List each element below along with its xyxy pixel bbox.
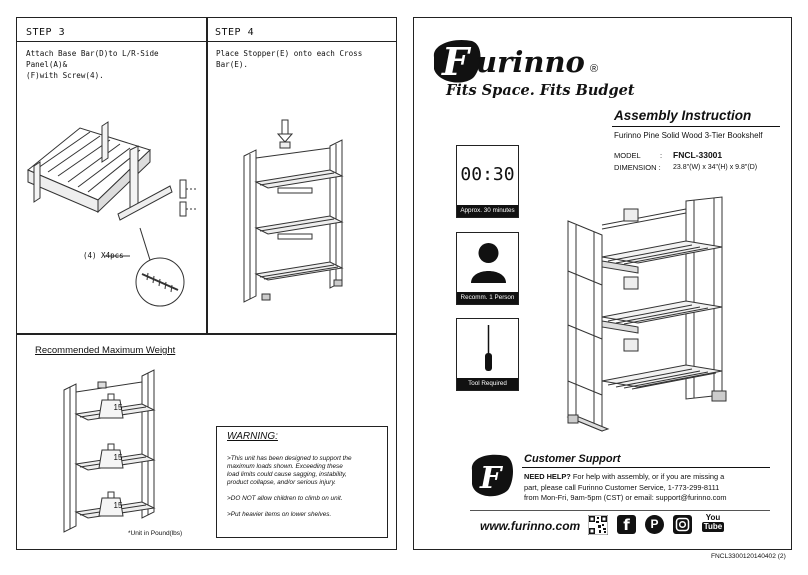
step3-line1: Attach Base Bar(D)to L/R-Side Panel(A)& (26, 49, 159, 69)
left-horizontal-divider (16, 333, 397, 335)
step3-title: STEP 3 (26, 27, 66, 38)
qr-code-icon[interactable] (588, 515, 608, 535)
warning-p2: >DO NOT allow children to climb on unit. (227, 495, 343, 502)
weight-value-middle: 15 (113, 453, 123, 462)
tool-icon-box (456, 318, 519, 391)
bookshelf-illustration (562, 195, 732, 435)
assembly-title: Assembly Instruction (614, 108, 752, 123)
website-link[interactable]: www.furinno.com (480, 519, 581, 533)
footer-code: FNCL3300120140402 (2) (711, 553, 786, 560)
camera-glyph-icon (673, 515, 692, 534)
product-subtitle: Furinno Pine Solid Wood 3-Tier Bookshelf (614, 131, 763, 140)
dimension-value: 23.8"(W) x 34"(H) x 9.8"(D) (673, 164, 758, 171)
time-caption: Approx. 30 minutes (457, 205, 518, 217)
support-text (524, 472, 786, 504)
step4-title: STEP 4 (215, 27, 255, 38)
step3-base-diagram (20, 110, 204, 320)
youtube-text-top: You (705, 513, 721, 522)
warning-title: WARNING: (227, 431, 278, 442)
warning-p1-line4: product collapse, and/or serious injury. (227, 479, 336, 486)
support-divider (470, 510, 770, 511)
pinterest-icon[interactable]: P (645, 515, 664, 534)
model-label: MODEL (614, 151, 641, 160)
support-title: Customer Support (524, 453, 621, 465)
tool-caption: Tool Required (457, 378, 518, 390)
weight-value-bottom: 15 (113, 501, 123, 510)
step4-title-underline (207, 41, 397, 42)
need-help-label: NEED HELP? (524, 472, 571, 481)
weight-unit-note: *Unit in Pound(lbs) (128, 530, 183, 537)
time-icon-box (456, 145, 519, 218)
model-colon: : (660, 151, 663, 160)
weight-shelf-diagram (58, 366, 168, 538)
step3-instruction (26, 48, 202, 81)
weight-section-title: Recommended Maximum Weight (35, 345, 176, 356)
facebook-icon[interactable]: f (617, 515, 636, 534)
support-title-underline (522, 467, 770, 468)
step3-line2: (F)with Screw(4). (26, 71, 104, 80)
left-vertical-divider (206, 17, 208, 334)
warning-p1-line3: load limits could cause sagging, instability, (227, 471, 347, 478)
logo-letter: F (442, 39, 469, 84)
warning-p1-line1: >This unit has been designed to support the (227, 455, 352, 462)
assembly-title-underline (612, 126, 780, 127)
warning-p1-line2: maximum loads shown. Exceeding these (227, 463, 343, 470)
clock-display: 00:30 (460, 164, 515, 185)
person-icon (457, 233, 520, 293)
youtube-text-bottom: Tube (703, 522, 723, 531)
support-line3: from Mon-Fri, 9am-5pm (CST) or email: support@furinno.com (524, 493, 727, 502)
instagram-icon[interactable] (673, 515, 692, 534)
step4-instruction: Place Stopper(E) onto each Cross Bar(E). (216, 49, 363, 69)
screw-quantity-label: (4) X4pcs (83, 251, 124, 260)
dimension-label: DIMENSION : (614, 163, 661, 172)
support-line2: part, please call Furinno Customer Service, 1-773-299-8111 (524, 482, 720, 492)
person-caption: Recomm. 1 Person (457, 292, 518, 304)
warning-p3: >Put heavier items on lower shelves. (227, 511, 332, 518)
weight-value-top: 15 (113, 403, 123, 412)
logo-wordmark: urinno (476, 45, 585, 79)
youtube-icon[interactable] (702, 513, 724, 535)
brand-tagline: Fits Space. Fits Budget (446, 82, 635, 99)
person-icon-box (456, 232, 519, 305)
svg-text:F: F (480, 461, 502, 496)
step4-shelf-diagram (238, 118, 353, 308)
warning-text (227, 455, 385, 519)
screwdriver-icon (457, 319, 520, 379)
support-logo-icon (468, 452, 514, 500)
step3-title-underline (16, 41, 206, 42)
logo-registered: ® (590, 63, 599, 75)
support-line1: For help with assembly, or if you are missing a (570, 472, 725, 481)
model-value: FNCL-33001 (673, 150, 723, 160)
